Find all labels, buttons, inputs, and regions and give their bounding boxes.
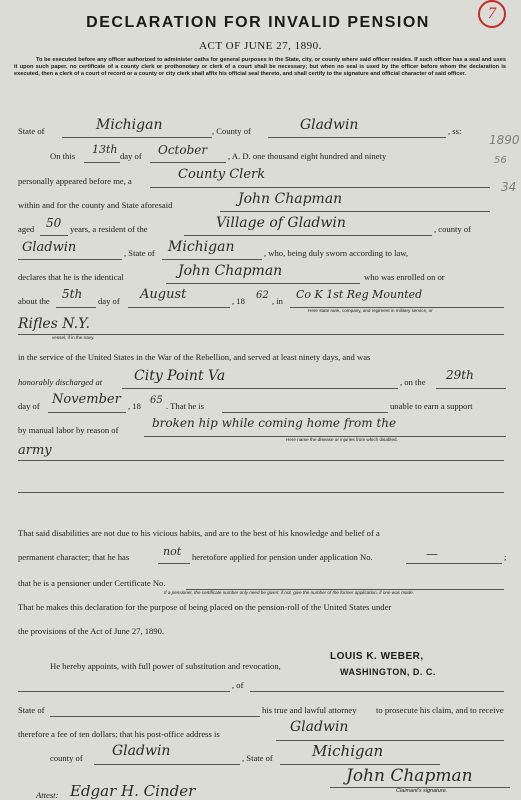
disability-note: Here name the disease or injuries from which disabled. bbox=[286, 437, 398, 442]
state-value: Michigan bbox=[96, 117, 163, 133]
disability-value: broken hip while coming home from the bbox=[152, 416, 397, 430]
ss-label: , ss: bbox=[448, 126, 462, 136]
vessel-note: vessel, if in the navy. bbox=[52, 335, 95, 340]
county2-value: Gladwin bbox=[22, 240, 77, 255]
aged-label: aged bbox=[18, 224, 35, 234]
discharge-day-value: 29th bbox=[446, 368, 474, 382]
state-of-label-4: , State of bbox=[242, 753, 273, 763]
pensioner-text: that he is a pensioner under Certificate No. bbox=[18, 578, 166, 588]
circled-mark: 7 bbox=[478, 0, 506, 28]
claimant-signature-label: Claimant's signature. bbox=[396, 788, 448, 794]
day-of-label-2: day of bbox=[98, 296, 120, 306]
that-he-is-text: . That he is bbox=[166, 401, 205, 411]
enroll-day-value: 5th bbox=[62, 287, 83, 301]
county-value: Gladwin bbox=[300, 117, 359, 133]
attorney-name-stamp: LOUIS K. WEBER, bbox=[330, 651, 424, 662]
pensioner-note: If a pensioner, the certificate number only need be given; if not, give the number of the former application, if one was made. bbox=[164, 590, 414, 595]
discharge-year-value: 65 bbox=[150, 395, 163, 406]
pension-declaration-page: DECLARATION FOR INVALID PENSION 7 ACT OF JUNE 27, 1890. To be executed before any officer authorized to administer oaths for general purposes in the State, city, or county where said officer resides. If such officer has a seal and uses it upon such paper, no certificate of a county clerk or prothonotary or clerk of a court shall be necessary; but when no seal is used by the officer before whom the declaration is executed, then a clerk of a court of record or a county or city clerk shall affix his official seal thereto, and shall certify to the signature and official character of said officer. 1890 56 34 State of Michigan , County of Gladwin , ss: On this 13th day of October , A. D. one thousand eight hundred and ninety personally appeared before me, a County Clerk within and for the county and State aforesaid John Chapman aged 50 years, a resident of the Village of Gladwin , county of Gladwin , State of Michigan , who, being duly sworn according to law, declares that he is the identical John Chapman who was enrolled on or about the 5th day of August , 18 62 , in Co K 1st Reg Mounted Here state rank, company, and regiment in military service, or Rifles N.Y. vessel, if in the navy. in the service of the United States in the War of the Rebellion, and served at least ninety days, and was honorably discharged at City Point Va , on the 29th day of November , 18 65 . That he is unable to earn a support by manual labor by reason of broken hip while coming home from the Here name the disease or injuries from which disabled. army That said disabilities are not due to his vicious habits, and are to the best of his knowledge and belief of a permanent character; that he has not heretofore applied for pension under application No. — ; that he is a pensioner under Certificate No. If a pensioner, the certificate number only need be given; if not, give the number of the former application, if one was made. That he makes this declaration for the purpose of being placed on the pension-roll of the United States under the provisions of the Act of June 27, 1890. He hereby appoints, with full power of substitution and revocation, LOUIS K. WEBER, WASHINGTON, D. C. , of State of his true and lawful attorney to prosecute his claim, and to receive therefore a fee of ten dollars; that his post-office address is Gladwin county of Gladwin , State of Michigan John Chapman Claimant's signature. Attest: Edgar H. Cinder bbox=[0, 0, 521, 800]
manual-label: by manual labor by reason of bbox=[18, 425, 119, 435]
document-title: DECLARATION FOR INVALID PENSION bbox=[86, 14, 430, 31]
company-value: Co K 1st Reg Mounted bbox=[296, 288, 423, 301]
day-of-label-3: day of bbox=[18, 401, 40, 411]
has-value: not bbox=[163, 545, 182, 558]
personally-label: personally appeared before me, a bbox=[18, 176, 132, 186]
declares-label: declares that he is the identical bbox=[18, 272, 124, 282]
provisions-text: the provisions of the Act of June 27, 1890. bbox=[18, 626, 165, 636]
margin-note-2: 56 bbox=[494, 155, 507, 166]
attest-label: Attest: bbox=[36, 790, 59, 800]
county-label: , County of bbox=[212, 126, 251, 136]
enroll-month-value: August bbox=[140, 287, 187, 302]
eighteen-label: , 18 bbox=[232, 296, 245, 306]
attest-value: Edgar H. Cinder bbox=[70, 782, 196, 800]
permanent-text: permanent character; that he has bbox=[18, 552, 130, 562]
margin-note-3: 34 bbox=[501, 180, 517, 194]
claimant-signature: John Chapman bbox=[346, 766, 473, 786]
years-resident-label: years, a resident of the bbox=[70, 224, 148, 234]
on-this-label: On this bbox=[50, 151, 76, 161]
month-value: October bbox=[158, 143, 208, 157]
in-label: , in bbox=[272, 296, 283, 306]
county-of-label: , county of bbox=[434, 224, 471, 234]
heretofore-text: heretofore applied for pension under application No. bbox=[192, 552, 373, 562]
discharge-place-value: City Point Va bbox=[134, 368, 226, 384]
company-note: Here state rank, company, and regiment in military service, or bbox=[308, 308, 433, 313]
app-no-value: — bbox=[426, 547, 438, 561]
year-text: , A. D. one thousand eight hundred and ninety bbox=[228, 151, 387, 161]
county-of-label-2: county of bbox=[50, 753, 83, 763]
enroll-year-value: 62 bbox=[256, 290, 269, 301]
state-label: State of bbox=[18, 126, 45, 136]
disability-value-2: army bbox=[18, 443, 52, 458]
company-value-2: Rifles N.Y. bbox=[18, 316, 90, 332]
postoffice-value: Gladwin bbox=[290, 719, 349, 735]
discharge-month-value: November bbox=[52, 392, 121, 407]
state-of-label-3: State of bbox=[18, 705, 45, 715]
within-label: within and for the county and State aforesaid bbox=[18, 200, 173, 210]
prosecute-text: to prosecute his claim, and to receive bbox=[376, 705, 504, 715]
name-value: John Chapman bbox=[238, 191, 343, 207]
instructions-text: To be executed before any officer authorized to administer oaths for general purposes in the State, city, or county where said officer resides. If such officer has a seal and uses it upon such paper, no certificate of a county clerk or prothonotary or clerk of a court shall be necessary; but when no seal is used by the officer before whom the declaration is executed, then a clerk of a court of record or a county or city clerk shall affix his official seal thereto, and shall certify to the signature and official character of said officer. bbox=[14, 57, 506, 78]
service-text: in the service of the United States in the War of the Rebellion, and served at least ninety days, and was bbox=[18, 352, 371, 362]
about-the-label: about the bbox=[18, 296, 50, 306]
act-subtitle: ACT OF JUNE 27, 1890. bbox=[199, 40, 322, 52]
age-value: 50 bbox=[46, 216, 62, 230]
enrolled-label: who was enrolled on or bbox=[364, 272, 445, 282]
attorney-text: his true and lawful attorney bbox=[262, 705, 357, 715]
purpose-text: That he makes this declaration for the purpose of being placed on the pension-roll of the United States under bbox=[18, 602, 392, 612]
margin-note-year: 1890 bbox=[489, 133, 520, 147]
state-of-label-2: , State of bbox=[124, 248, 155, 258]
unable-text: unable to earn a support bbox=[390, 401, 473, 411]
honorably-label: honorably discharged at bbox=[18, 377, 103, 387]
residence-value: Village of Gladwin bbox=[216, 215, 346, 231]
attorney-city-stamp: WASHINGTON, D. C. bbox=[340, 667, 436, 677]
day-of-label: day of bbox=[120, 151, 142, 161]
state3-value: Michigan bbox=[312, 742, 384, 760]
identical-value: John Chapman bbox=[178, 263, 283, 279]
vicious-text: That said disabilities are not due to his vicious habits, and are to the best of his knowledge and belief of a bbox=[18, 528, 380, 538]
county3-value: Gladwin bbox=[112, 743, 171, 759]
appoints-text: He hereby appoints, with full power of substitution and revocation, bbox=[50, 661, 281, 671]
state2-value: Michigan bbox=[168, 239, 235, 255]
fee-text: therefore a fee of ten dollars; that his post-office address is bbox=[18, 729, 220, 739]
eighteen-label-2: , 18 bbox=[128, 401, 141, 411]
sworn-text: , who, being duly sworn according to law, bbox=[264, 248, 409, 258]
on-the-label: , on the bbox=[400, 377, 426, 387]
of-label: , of bbox=[232, 680, 244, 690]
day-value: 13th bbox=[92, 143, 118, 156]
officer-value: County Clerk bbox=[178, 167, 266, 182]
